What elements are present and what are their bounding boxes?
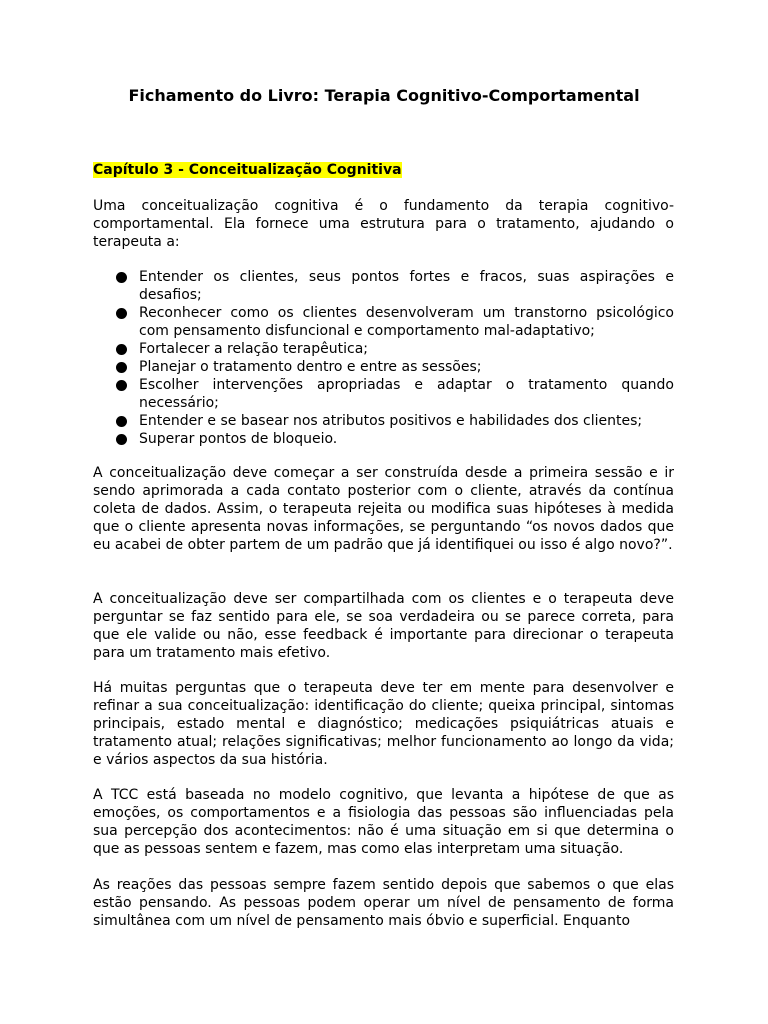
list-item: Fortalecer a relação terapêutica; (93, 340, 674, 358)
chapter-heading-highlight: Capítulo 3 - Conceitualização Cognitiva (93, 162, 402, 178)
bullet-icon (116, 362, 127, 373)
list-item: Reconhecer como os clientes desenvolveram um transtorno psicológico com pensamento disfuncional e comportamento mal-adaptativo; (93, 304, 674, 340)
intro-paragraph: Uma conceitualização cognitiva é o fundamento da terapia cognitivo-comportamental. Ela fornece uma estrutura para o tratamento, ajudando o terapeuta a: (93, 198, 674, 250)
chapter-heading (93, 161, 402, 179)
bullet-icon (116, 308, 127, 319)
bullet-icon (116, 416, 127, 427)
bullet-icon (116, 434, 127, 445)
paragraph-reacoes: As reações das pessoas sempre fazem sentido depois que sabemos o que elas estão pensando. As pessoas podem operar um nível de pensamento de forma simultânea com um nível de pensamento mais óbvio e superficial. Enquanto (93, 877, 674, 929)
paragraph-compartilhamento: A conceitualização deve ser compartilhada com os clientes e o terapeuta deve perguntar se faz sentido para ele, se soa verdadeira ou se parece correta, para que ele valide ou não, esse feedback é importante para direcionar o terapeuta para um tratamento mais efetivo. (93, 591, 674, 661)
document-title: Fichamento do Livro: Terapia Cognitivo-Comportamental (128, 86, 640, 105)
bullet-icon (116, 272, 127, 283)
bullet-list (93, 268, 674, 448)
paragraph-conceitualizacao-inicio: A conceitualização deve começar a ser construída desde a primeira sessão e ir sendo aprimorada a cada contato posterior com o cliente, através da contínua coleta de dados. Assim, o terapeuta rejeita ou modifica suas hipóteses à medida que o cliente apresenta novas informações, se perguntando “os novos dados que eu acabei de obter partem de um padrão que já identifiquei ou isso é algo novo?”. (93, 465, 674, 553)
bullet-icon (116, 344, 127, 355)
paragraph-modelo-cognitivo: A TCC está baseada no modelo cognitivo, que levanta a hipótese de que as emoções, os comportamentos e a fisiologia das pessoas são influenciadas pela sua percepção dos acontecimentos: não é uma situação em si que determina o que as pessoas sentem e fazem, mas como elas interpretam uma situação. (93, 787, 674, 857)
list-item: Entender e se basear nos atributos positivos e habilidades dos clientes; (93, 412, 674, 430)
list-item: Escolher intervenções apropriadas e adaptar o tratamento quando necessário; (93, 376, 674, 412)
paragraph-perguntas: Há muitas perguntas que o terapeuta deve ter em mente para desenvolver e refinar a sua conceitualização: identificação do cliente; queixa principal, sintomas principais, estado mental e diagnóstico; medicações psiquiátricas atuais e tratamento atual; relações significativas; melhor funcionamento ao longo da vida; e vários aspectos da sua história. (93, 680, 674, 768)
bullet-icon (116, 380, 127, 391)
list-item: Planejar o tratamento dentro e entre as sessões; (93, 358, 674, 376)
list-item: Entender os clientes, seus pontos fortes e fracos, suas aspirações e desafios; (93, 268, 674, 304)
list-item: Superar pontos de bloqueio. (93, 430, 674, 448)
